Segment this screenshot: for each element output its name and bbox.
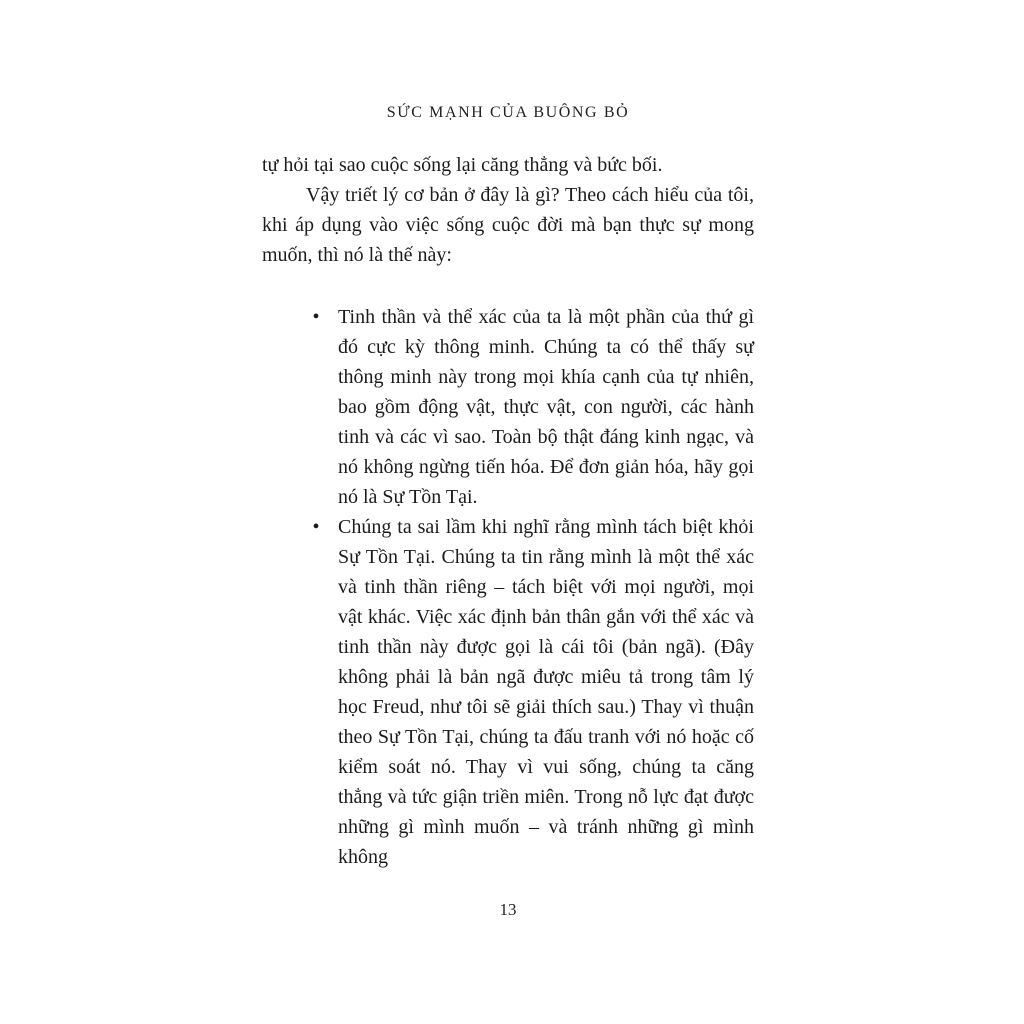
continuation-paragraph: tự hỏi tại sao cuộc sống lại căng thẳng và bức bối. (262, 154, 663, 176)
paragraph-spacer (262, 270, 754, 302)
bullet-icon: • (312, 306, 320, 328)
body-text (262, 150, 754, 872)
bullet-item (312, 302, 754, 512)
page-number: 13 (499, 900, 517, 919)
intro-paragraph: Vậy triết lý cơ bản ở đây là gì? Theo cách hiểu của tôi, khi áp dụng vào việc sống cuộc đời mà bạn thực sự mong muốn, thì nó là thế này: (262, 184, 754, 266)
bullet-text: Tinh thần và thể xác của ta là một phần của thứ gì đó cực kỳ thông minh. Chúng ta có thể thấy sự thông minh này trong mọi khía cạnh của tự nhiên, bao gồm động vật, thực vật, con người, các hành tinh và các vì sao. Toàn bộ thật đáng kinh ngạc, và nó không ngừng tiến hóa. Để đơn giản hóa, hãy gọi nó là Sự Tồn Tại. (338, 306, 754, 508)
bullet-icon: • (312, 516, 320, 538)
bullet-text: Chúng ta sai lầm khi nghĩ rằng mình tách biệt khỏi Sự Tồn Tại. Chúng ta tin rằng mình là một thể xác và tinh thần riêng – tách biệt với mọi người, mọi vật khác. Việc xác định bản thân gắn với thể xác và tinh thần này được gọi là cái tôi (bản ngã). (Đây không phải là bản ngã được miêu tả trong tâm lý học Freud, như tôi sẽ giải thích sau.) Thay vì thuận theo Sự Tồn Tại, chúng ta đấu tranh với nó hoặc cố kiểm soát nó. Thay vì vui sống, chúng ta căng thẳng và tức giận triền miên. Trong nỗ lực đạt được những gì mình muốn – và tránh những gì mình không (338, 516, 754, 868)
bullet-item (312, 512, 754, 872)
running-title: SỨC MẠNH CỦA BUÔNG BỎ (386, 104, 630, 121)
bullet-list (262, 302, 754, 872)
